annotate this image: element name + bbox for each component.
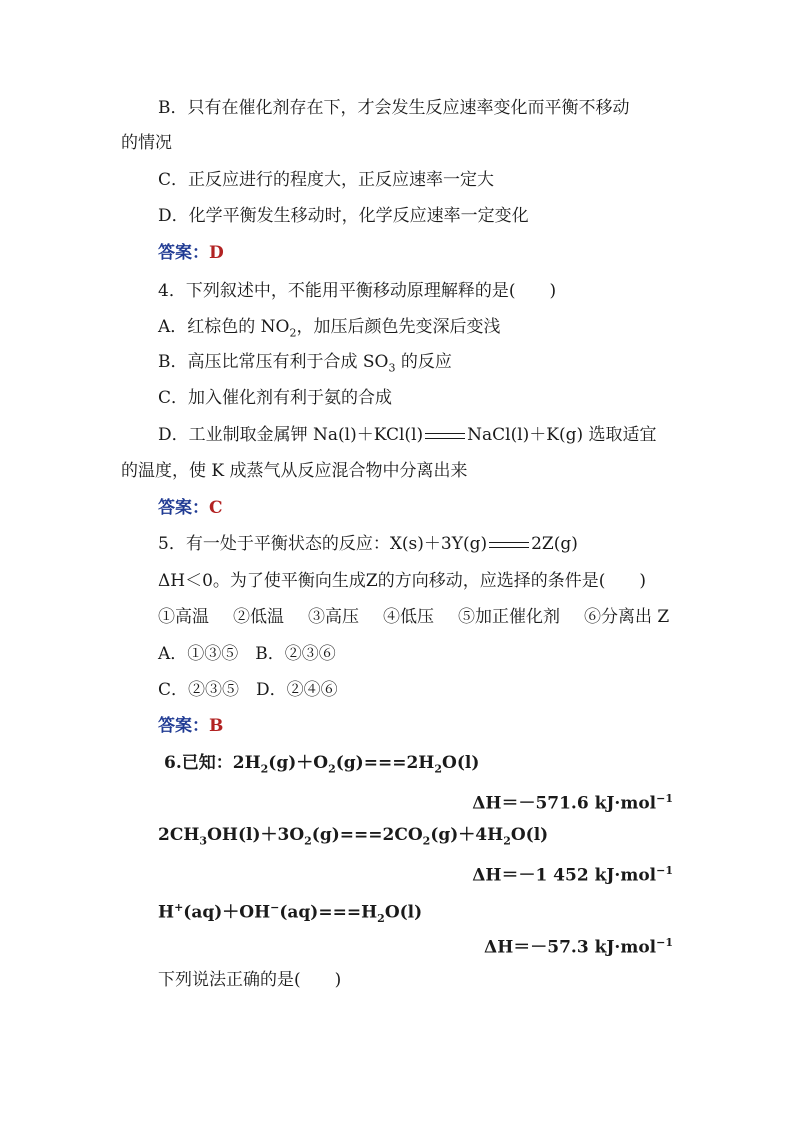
eq3-part: O(l) (384, 902, 423, 923)
superscript: − (270, 901, 280, 914)
q5-stem-text-end: 2Z(g) (531, 534, 578, 554)
question-6-prompt: 下列说法正确的是( ) (158, 970, 342, 990)
eq1-part: (g)＋O (268, 753, 329, 773)
condition-2: ②低温 (233, 607, 284, 627)
q4-d-text-end: NaCl(l)＋K(g) 选取适宜 (467, 425, 657, 445)
subscript: 2 (434, 762, 443, 776)
question-6-equation-3 (158, 898, 678, 929)
superscript: + (174, 901, 184, 914)
q4-b-text-end: 的反应 (395, 352, 452, 372)
condition-5: ⑤加正催化剂 (458, 607, 560, 627)
q5-stem-text: 5．有一处于平衡状态的反应：X(s)＋3Y(g) (158, 534, 488, 554)
question-6-equation-2 (158, 825, 678, 851)
option-c-line: C．正反应进行的程度大，正反应速率一定大 (158, 170, 495, 190)
enthalpy-2 (472, 861, 673, 886)
q5-options-cd: C．②③⑤ D．②④⑥ (158, 680, 338, 700)
subscript: 2 (503, 834, 511, 848)
answer-label: 答案： (158, 498, 209, 518)
eq1-part: (g)===2H (335, 753, 435, 773)
option-d-line: D．化学平衡发生移动时，化学反应速率一定变化 (158, 206, 529, 226)
q4-option-a (158, 317, 678, 343)
subscript: 3 (199, 834, 208, 848)
question-5-stem-2: ΔH＜0。为了使平衡向生成Z的方向移动，应选择的条件是( ) (158, 571, 646, 591)
option-b-continuation: 的情况 (121, 133, 172, 153)
subscript: 2 (289, 326, 297, 340)
q4-option-b (158, 352, 678, 378)
condition-3: ③高压 (308, 607, 359, 627)
enthalpy-3 (484, 933, 673, 958)
answer-label: 答案： (158, 716, 209, 736)
superscript: −1 (656, 936, 673, 949)
condition-4: ④低压 (383, 607, 434, 627)
subscript: 2 (377, 912, 385, 926)
eq2-part: 2CH (158, 825, 200, 845)
q5-conditions (158, 607, 678, 627)
subscript: 2 (422, 834, 431, 848)
enthalpy-text: ΔH＝－57.3 kJ·mol (484, 937, 657, 958)
eq3-part: (aq)===H (279, 902, 378, 923)
eq2-part: (g)===2CO (311, 825, 423, 845)
eq2-part: (g)＋4H (430, 825, 504, 845)
question-5-stem (158, 534, 678, 554)
q4-a-text-end: ，加压后颜色先变深后变浅 (296, 317, 501, 337)
subscript: 2 (328, 762, 336, 776)
q4-option-d-continuation: 的温度，使 K 成蒸气从反应混合物中分离出来 (121, 461, 468, 481)
subscript: 2 (260, 762, 269, 776)
eq1-part: O(l) (442, 753, 480, 773)
condition-6: ⑥分离出 Z (584, 607, 670, 627)
answer-line-2 (158, 498, 678, 518)
superscript: −1 (656, 792, 673, 805)
eq1-part: 6.已知：2H (164, 753, 261, 773)
enthalpy-text: ΔH＝－571.6 kJ·mol (472, 793, 657, 814)
q4-a-text: A．红棕色的 NO (158, 317, 290, 337)
condition-1: ①高温 (158, 607, 209, 627)
superscript: −1 (656, 864, 673, 877)
eq2-part: OH(l)＋3O (207, 825, 305, 845)
enthalpy-text: ΔH＝－1 452 kJ·mol (472, 865, 657, 886)
answer-value: C (209, 498, 223, 518)
q4-b-text: B．高压比常压有利于合成 SO (158, 352, 389, 372)
answer-line-1 (158, 243, 678, 263)
equilibrium-arrow-icon (425, 430, 465, 442)
q4-option-c: C．加入催化剂有利于氨的合成 (158, 388, 393, 408)
eq3-part: (aq)＋OH (183, 902, 271, 923)
answer-value: B (209, 716, 224, 736)
option-b-line: B．只有在催化剂存在下，才会发生反应速率变化而平衡不移动 (158, 98, 630, 118)
eq2-part: O(l) (510, 825, 549, 845)
answer-line-3 (158, 716, 678, 736)
q4-option-d (158, 425, 678, 445)
eq3-part: H (158, 902, 175, 923)
subscript: 3 (388, 361, 396, 375)
enthalpy-1 (472, 789, 673, 814)
question-4-stem: 4．下列叙述中，不能用平衡移动原理解释的是( ) (158, 281, 557, 301)
q5-options-ab: A．①③⑤ B．②③⑥ (158, 644, 336, 664)
equilibrium-arrow-icon (489, 539, 529, 551)
answer-value: D (209, 243, 224, 263)
question-6-equation-1 (164, 753, 684, 779)
subscript: 2 (304, 834, 312, 848)
q4-d-text: D．工业制取金属钾 Na(l)＋KCl(l) (158, 425, 424, 445)
answer-label: 答案： (158, 243, 209, 263)
